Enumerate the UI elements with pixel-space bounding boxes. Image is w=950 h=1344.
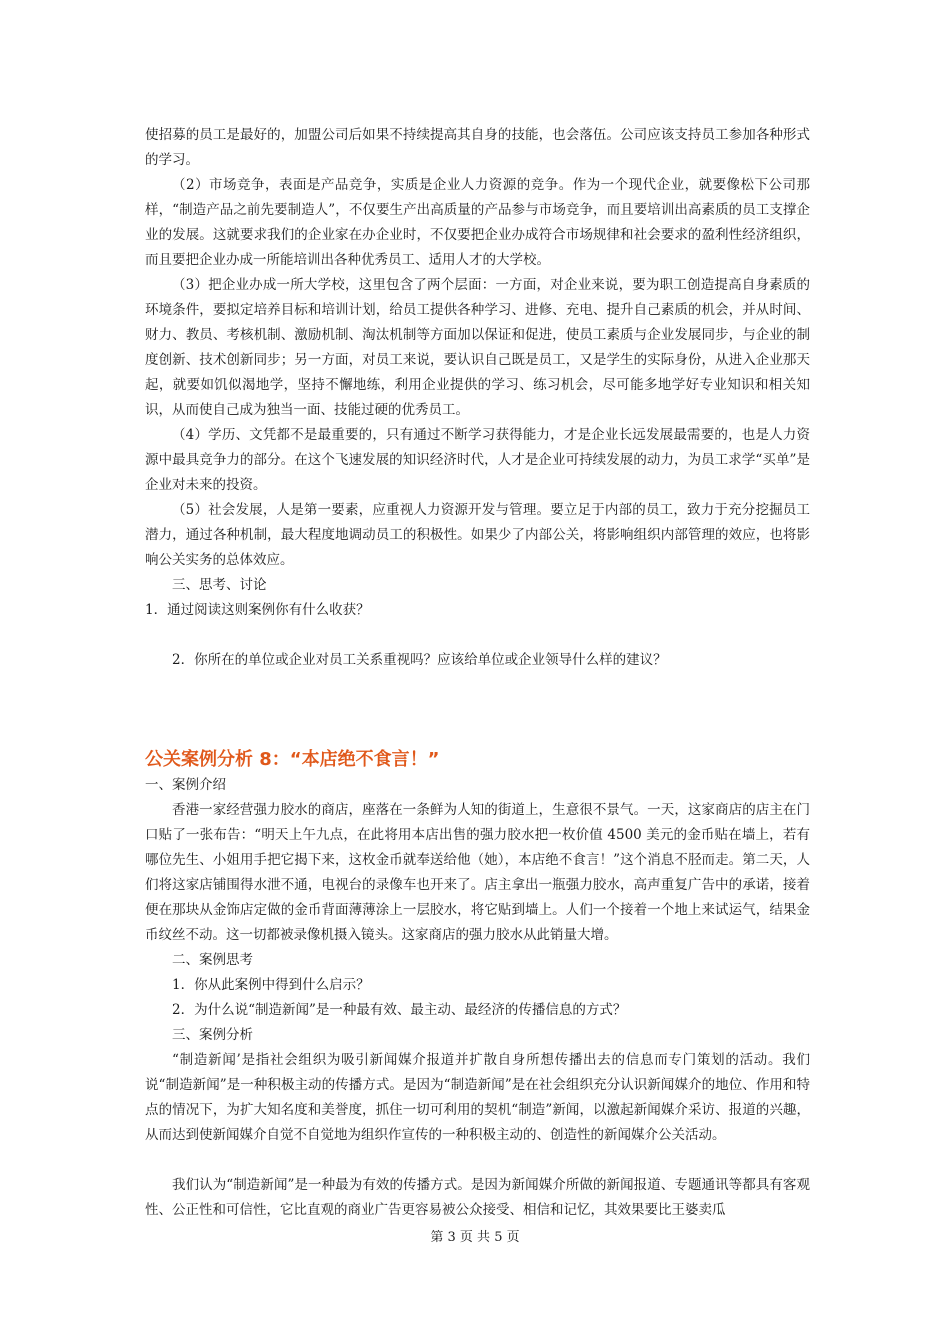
section-heading-case-thinking: 二、案例思考	[172, 952, 253, 968]
case-thinking-question-1: 1．你从此案例中得到什么启示？	[172, 977, 370, 993]
discussion-question-1: 1．通过阅读这则案例你有什么收获？	[145, 602, 370, 618]
paragraph-point-4: （4）学历、文凭都不是最重要的，只有通过不断学习获得能力，才是企业长远发展最需要的，也是人力资源中最具竞争力的部分。在这个飞速发展的知识经济时代，人才是企业可持续发展的动力，为员工求学“买单”是企业对未来的投资。	[145, 427, 810, 493]
section-heading-case-intro: 一、案例介绍	[145, 777, 226, 793]
section-heading-case-analysis: 三、案例分析	[172, 1027, 253, 1043]
paragraph-point-2: （2）市场竞争，表面是产品竞争，实质是企业人力资源的竞争。作为一个现代企业，就要像松下公司那样，“制造产品之前先要制造人”，不仅要生产出高质量的产品参与市场竞争，而且要培训出高素质的员工支撑企业的发展。这就要求我们的企业家在办企业时，不仅要把企业办成符合市场规律和社会要求的盈利性经济组织，而且要把企业办成一所能培训出各种优秀员工、适用人才的大学校。	[145, 177, 810, 268]
case-intro-paragraph: 香港一家经营强力胶水的商店，座落在一条鲜为人知的街道上，生意很不景气。一天，这家商店的店主在门口贴了一张布告：“明天上午九点，在此将用本店出售的强力胶水把一枚价值 4500 美元的金币贴在墙上，若有哪位先生、小姐用手把它揭下来，这枚金币就奉送给他（她），本店绝不食言！”这个消息不胫而走。第二天，人们将这家店铺围得水泄不通，电视台的录像车也开来了。店主拿出一瓶强力胶水，高声重复广告中的承诺，接着便在那块从金饰店定做的金币背面薄薄涂上一层胶水，将它贴到墙上。人们一个接着一个地上来试运气，结果金币纹丝不动。这一切都被录像机摄入镜头。这家商店的强力胶水从此销量大增。	[145, 802, 810, 943]
paragraph-point-5: （5）社会发展，人是第一要素，应重视人力资源开发与管理。要立足于内部的员工，致力于充分挖掘员工潜力，通过各种机制，最大程度地调动员工的积极性。如果少了内部公关，将影响组织内部管理的效应，也将影响公关实务的总体效应。	[145, 502, 810, 568]
discussion-question-2: 2．你所在的单位或企业对员工关系重视吗？应该给单位或企业领导什么样的建议？	[172, 652, 667, 668]
case-analysis-paragraph-2: 我们认为“制造新闻”是一种最为有效的传播方式。是因为新闻媒介所做的新闻报道、专题通讯等都具有客观性、公正性和可信性，它比直观的商业广告更容易被公众接受、相信和记忆，其效果要比王婆卖瓜	[145, 1177, 810, 1218]
case-analysis-paragraph-1: “制造新闻’是指社会组织为吸引新闻媒介报道并扩散自身所想传播出去的信息而专门策划的活动。我们说“制造新闻”是一种积极主动的传播方式。是因为“制造新闻”是在社会组织充分认识新闻媒介的地位、作用和特点的情况下，为扩大知名度和美誉度，抓住一切可利用的契机“制造”新闻，以激起新闻媒介采访、报道的兴趣，从而达到使新闻媒介自觉不自觉地为组织作宣传的一种积极主动的、创造性的新闻媒介公关活动。	[145, 1052, 810, 1143]
page-footer: 第 3 页 共 5 页	[430, 1230, 520, 1245]
case-title: 公关案例分析 8：“本店绝不食言！”	[145, 749, 440, 770]
paragraph-intro: 使招募的员工是最好的，加盟公司后如果不持续提高其自身的技能，也会落伍。公司应该支持员工参加各种形式的学习。	[145, 127, 810, 168]
section-heading-discussion: 三、思考、讨论	[172, 577, 267, 593]
case-thinking-question-2: 2．为什么说“制造新闻”是一种最有效、最主动、最经济的传播信息的方式？	[172, 1002, 627, 1018]
paragraph-point-3: （3）把企业办成一所大学校，这里包含了两个层面：一方面，对企业来说，要为职工创造提高自身素质的环境条件，要拟定培养目标和培训计划，给员工提供各种学习、进修、充电、提升自己素质的机会，并从时间、财力、教员、考核机制、激励机制、淘汰机制等方面加以保证和促进，使员工素质与企业发展同步，与企业的制度创新、技术创新同步；另一方面，对员工来说，要认识自己既是员工，又是学生的实际身份，从进入企业那天起，就要如饥似渴地学，坚持不懈地练，利用企业提供的学习、练习机会，尽可能多地学好专业知识和相关知识，从而使自己成为独当一面、技能过硬的优秀员工。	[145, 277, 810, 418]
